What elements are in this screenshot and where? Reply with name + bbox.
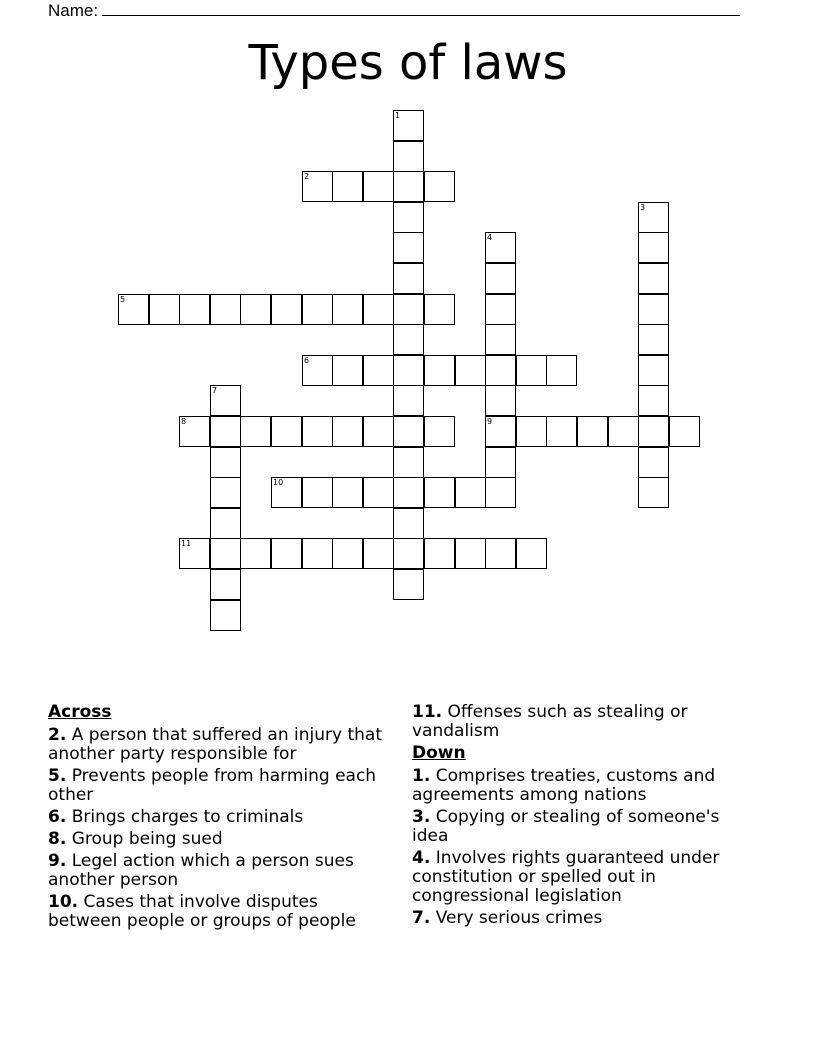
- cell-number: 3: [640, 203, 646, 212]
- crossword-cell[interactable]: [424, 355, 455, 386]
- crossword-cell[interactable]: [393, 171, 424, 202]
- crossword-cell[interactable]: [485, 324, 516, 355]
- clue-down-1: 1. Comprises treaties, customs and agreements among nations: [412, 766, 716, 805]
- cell-number: 6: [304, 356, 310, 365]
- crossword-cell[interactable]: [393, 110, 424, 141]
- crossword-cell[interactable]: [638, 355, 669, 386]
- cell-number: 1: [395, 111, 401, 120]
- across-heading: Across: [48, 702, 112, 722]
- crossword-cell[interactable]: [424, 538, 455, 569]
- cell-number: 2: [304, 172, 310, 181]
- clue-across-2: 2. A person that suffered an injury that another party responsible for: [48, 725, 382, 764]
- crossword-cell[interactable]: [485, 385, 516, 416]
- clue-down-7: 7. Very serious crimes: [412, 908, 603, 928]
- crossword-cell[interactable]: [638, 232, 669, 263]
- crossword-cell[interactable]: [332, 294, 363, 325]
- crossword-cell[interactable]: [210, 416, 241, 447]
- crossword-cell[interactable]: [455, 538, 486, 569]
- crossword-cell[interactable]: [638, 477, 669, 508]
- crossword-cell[interactable]: [179, 538, 210, 569]
- crossword-cell[interactable]: [363, 416, 394, 447]
- crossword-cell[interactable]: [271, 294, 302, 325]
- crossword-cell[interactable]: [516, 355, 547, 386]
- crossword-cell[interactable]: [240, 538, 271, 569]
- page-title: Types of laws: [248, 35, 568, 91]
- crossword-cell[interactable]: [302, 538, 333, 569]
- clue-down-4: 4. Involves rights guaranteed under constitution or spelled out in congressional legislation: [412, 848, 720, 906]
- crossword-cell[interactable]: [424, 477, 455, 508]
- crossword-cell[interactable]: [393, 447, 424, 478]
- crossword-cell[interactable]: [546, 416, 577, 447]
- crossword-cell[interactable]: [210, 569, 241, 600]
- clue-across-9: 9. Legel action which a person sues another person: [48, 851, 354, 890]
- crossword-cell[interactable]: [363, 538, 394, 569]
- clue-across-8: 8. Group being sued: [48, 829, 223, 849]
- crossword-cell[interactable]: [455, 477, 486, 508]
- crossword-cell[interactable]: [424, 171, 455, 202]
- crossword-cell[interactable]: [302, 294, 333, 325]
- crossword-cell[interactable]: [210, 508, 241, 539]
- cell-number: 11: [181, 539, 192, 548]
- crossword-cell[interactable]: [393, 294, 424, 325]
- clue-down-3: 3. Copying or stealing of someone's idea: [412, 807, 720, 846]
- crossword-cell[interactable]: [393, 508, 424, 539]
- crossword-cell[interactable]: [393, 324, 424, 355]
- crossword-cell[interactable]: [210, 600, 241, 631]
- crossword-cell[interactable]: [363, 477, 394, 508]
- crossword-cell[interactable]: [669, 416, 700, 447]
- crossword-cell[interactable]: [393, 232, 424, 263]
- crossword-cell[interactable]: [271, 538, 302, 569]
- crossword-cell[interactable]: [577, 416, 608, 447]
- crossword-cell[interactable]: [302, 477, 333, 508]
- clues-column-right: [412, 703, 752, 931]
- crossword-cell[interactable]: [149, 294, 180, 325]
- crossword-cell[interactable]: [516, 416, 547, 447]
- crossword-cell[interactable]: [210, 447, 241, 478]
- crossword-cell[interactable]: [638, 263, 669, 294]
- crossword-cell[interactable]: [516, 538, 547, 569]
- crossword-cell[interactable]: [332, 171, 363, 202]
- crossword-cell[interactable]: [638, 294, 669, 325]
- crossword-cell[interactable]: [393, 355, 424, 386]
- crossword-cell[interactable]: [424, 416, 455, 447]
- crossword-cell[interactable]: [485, 477, 516, 508]
- cell-number: 10: [273, 478, 284, 487]
- crossword-cell[interactable]: [485, 416, 516, 447]
- cell-number: 9: [487, 417, 493, 426]
- crossword-cell[interactable]: [179, 416, 210, 447]
- crossword-cell[interactable]: [332, 477, 363, 508]
- crossword-cell[interactable]: [485, 294, 516, 325]
- crossword-cell[interactable]: [332, 416, 363, 447]
- clue-across-11: 11. Offenses such as stealing or vandalism: [412, 702, 688, 741]
- crossword-cell[interactable]: [485, 232, 516, 263]
- down-heading: Down: [412, 743, 466, 763]
- crossword-cell[interactable]: [179, 294, 210, 325]
- crossword-cell[interactable]: [638, 324, 669, 355]
- crossword-cell[interactable]: [210, 477, 241, 508]
- crossword-cell[interactable]: [393, 569, 424, 600]
- crossword-cell[interactable]: [455, 355, 486, 386]
- crossword-cell[interactable]: [240, 416, 271, 447]
- crossword-cell[interactable]: [393, 538, 424, 569]
- crossword-cell[interactable]: [546, 355, 577, 386]
- crossword-cell[interactable]: [302, 355, 333, 386]
- cell-number: 8: [181, 417, 187, 426]
- crossword-cell[interactable]: [638, 385, 669, 416]
- crossword-cell[interactable]: [393, 141, 424, 172]
- crossword-cell[interactable]: [393, 202, 424, 233]
- crossword-cell[interactable]: [363, 294, 394, 325]
- clue-across-6: 6. Brings charges to criminals: [48, 807, 304, 827]
- crossword-cell[interactable]: [302, 416, 333, 447]
- crossword-cell[interactable]: [485, 263, 516, 294]
- clue-across-5: 5. Prevents people from harming each other: [48, 766, 377, 805]
- cell-number: 7: [212, 386, 218, 395]
- crossword-cell[interactable]: [393, 477, 424, 508]
- crossword-cell[interactable]: [240, 294, 271, 325]
- crossword-cell[interactable]: [638, 416, 669, 447]
- crossword-cell[interactable]: [210, 294, 241, 325]
- crossword-cell[interactable]: [332, 355, 363, 386]
- crossword-cell[interactable]: [485, 447, 516, 478]
- crossword-cell[interactable]: [363, 171, 394, 202]
- crossword-cell[interactable]: [393, 263, 424, 294]
- clue-across-10: 10. Cases that involve disputes between people or groups of people: [48, 892, 356, 931]
- cell-number: 5: [120, 295, 126, 304]
- cell-number: 4: [487, 233, 493, 242]
- crossword-cell[interactable]: [210, 385, 241, 416]
- crossword-cell[interactable]: [363, 355, 394, 386]
- crossword-cell[interactable]: [638, 447, 669, 478]
- name-label: Name:: [48, 1, 99, 20]
- crossword-cell[interactable]: [118, 294, 149, 325]
- crossword-cell[interactable]: [332, 538, 363, 569]
- crossword-cell[interactable]: [638, 202, 669, 233]
- clues-column-left: [48, 703, 388, 934]
- crossword-cell[interactable]: [210, 538, 241, 569]
- crossword-cell[interactable]: [424, 294, 455, 325]
- crossword-cell[interactable]: [271, 477, 302, 508]
- crossword-cell[interactable]: [393, 416, 424, 447]
- crossword-cell[interactable]: [485, 355, 516, 386]
- crossword-cell[interactable]: [485, 538, 516, 569]
- crossword-cell[interactable]: [302, 171, 333, 202]
- crossword-cell[interactable]: [271, 416, 302, 447]
- crossword-cell[interactable]: [393, 385, 424, 416]
- crossword-cell[interactable]: [608, 416, 639, 447]
